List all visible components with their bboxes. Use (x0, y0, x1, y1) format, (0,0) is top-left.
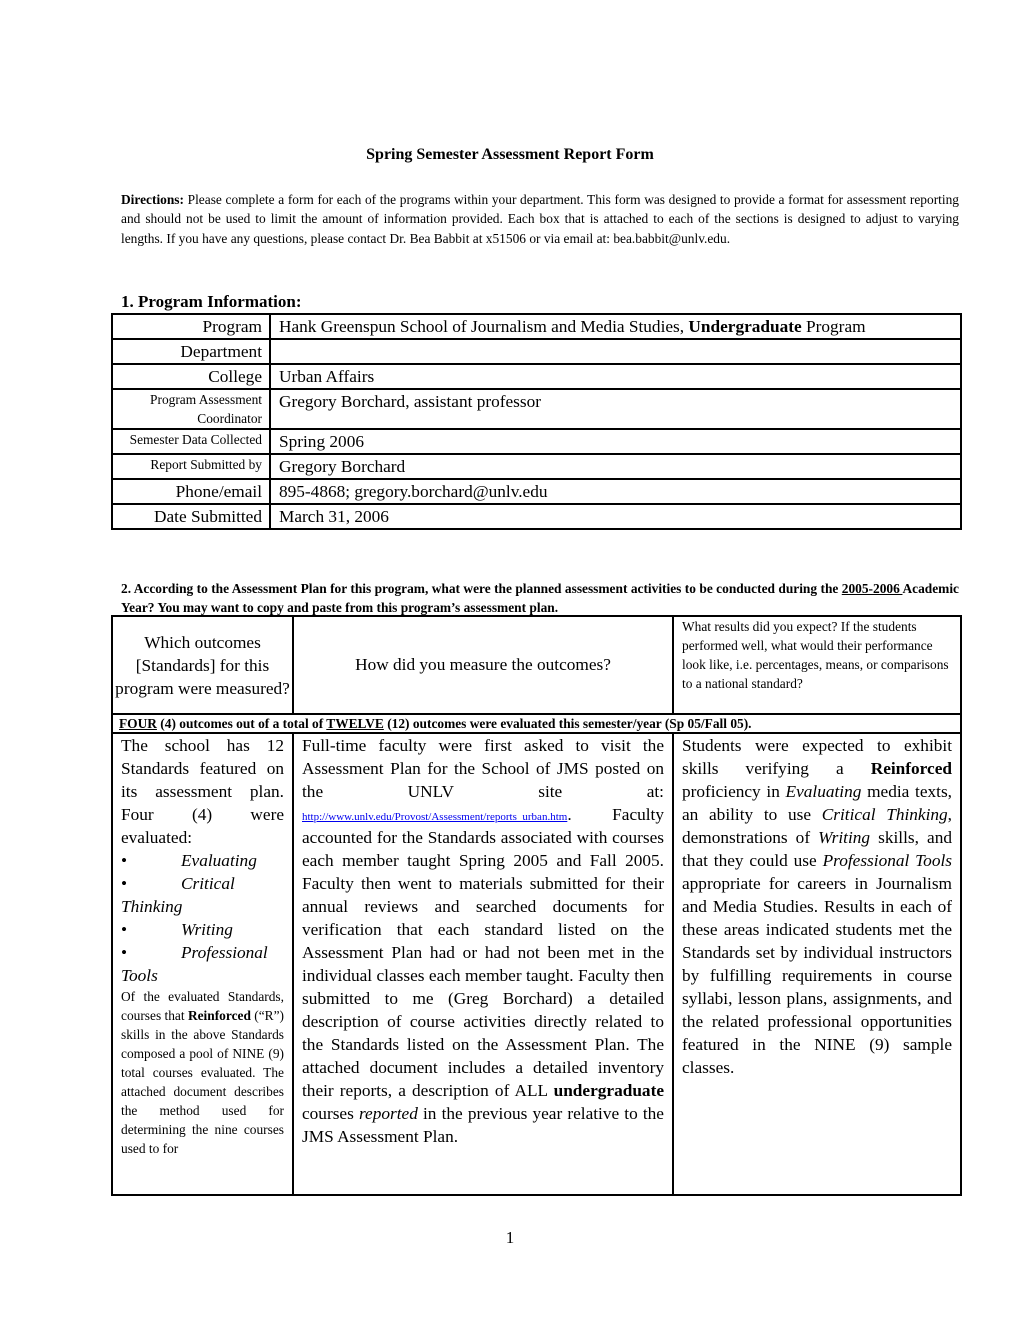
summary-row (112, 714, 961, 733)
section2-heading-text-end: Academic Year? You may want to copy and paste from this program’s assessment plan. (121, 581, 959, 615)
table-row (112, 479, 961, 504)
list-item: • Writing (121, 920, 233, 939)
table-row (112, 454, 961, 479)
measurement-text: Full-time faculty were first asked to visit the Assessment Plan for the School of JMS posted on the UNLV site at: (302, 736, 664, 801)
semester-value: Spring 2006 (270, 429, 961, 454)
reported-emphasis: reported (358, 1104, 418, 1123)
table-row (112, 429, 961, 454)
standards-list (121, 849, 284, 987)
semester-label: Semester Data Collected (112, 429, 270, 454)
submitted-by-label: Report Submitted by (112, 454, 270, 479)
outcomes-cell (112, 733, 293, 1195)
measurement-text-2: . Faculty accounted for the Standards associated with courses each member taught Spring 2005 and Fall 2005. Faculty then went to materials submitted for their annual reviews and searched documents for verification that each standard listed on the Assessment Plan had or had not been met in the individual classes each member taught. Faculty then submitted to me (Greg Borchard) a detailed description of course activities directly related to the Standards listed on the Assessment Plan. The attached document includes a detailed inventory their reports, a description of ALL (302, 805, 664, 1100)
table-row (112, 364, 961, 389)
program-value-suffix: Program (801, 317, 866, 336)
outcomes-note: Of the evaluated Standards, courses that Reinforced (“R”) skills in the above Standards composed a pool of NINE (9) total courses evaluated. The attached document describes the method used for determining the nine courses used to for (121, 989, 284, 1156)
section1-heading: 1. Program Information: (121, 292, 302, 311)
undergraduate-emphasis: undergraduate (553, 1081, 664, 1100)
program-value-text: Hank Greenspun School of Journalism and Media Studies, (279, 317, 689, 336)
outcomes-summary (112, 714, 961, 733)
summary-text-end: (12) outcomes were evaluated this semester/year (Sp 05/Fall 05). (383, 716, 752, 731)
phone-email-value: 895-4868; gregory.borchard@unlv.edu (270, 479, 961, 504)
table-row (112, 733, 961, 1195)
column-header-measure: How did you measure the outcomes? (293, 616, 673, 714)
table-row (112, 339, 961, 364)
measurement-text-3: courses (302, 1104, 359, 1123)
four-count: FOUR (119, 716, 157, 731)
table-row (112, 504, 961, 529)
bullet-icon: • (121, 920, 128, 939)
college-value: Urban Affairs (270, 364, 961, 389)
program-info-table (111, 313, 962, 530)
submitted-by-value: Gregory Borchard (270, 454, 961, 479)
assessment-plan-table (111, 615, 962, 1196)
coordinator-value: Gregory Borchard, assistant professor (270, 389, 961, 429)
program-label: Program (112, 314, 270, 339)
list-item: • Critical Thinking (121, 874, 235, 916)
directions-label: Directions: (121, 192, 184, 207)
academic-year: 2005-2006 (841, 581, 903, 596)
section2-heading-text: 2. According to the Assessment Plan for this program, what were the planned assessment activities to be conducted during the (121, 581, 842, 596)
list-item: • Evaluating (121, 851, 257, 870)
bullet-icon: • (121, 874, 128, 893)
date-submitted-label: Date Submitted (112, 504, 270, 529)
measurement-text-4: in the previous year relative to the JMS Assessment Plan. (302, 1104, 664, 1146)
program-value (270, 314, 961, 339)
page-number: 1 (505, 1228, 515, 1247)
column-header-results: What results did you expect? If the students performed well, what would their performance look like, i.e. percentages, means, or comparisons to a national standard? (673, 616, 961, 714)
table-row (112, 389, 961, 429)
measurement-cell (293, 733, 673, 1195)
coordinator-label: Program Assessment Coordinator (112, 389, 270, 429)
list-item: • Professional Tools (121, 943, 268, 985)
directions-text: Please complete a form for each of the programs within your department. This form was designed to provide a format for assessment reporting and should not be used to limit the amount of information provided. Each box that is attached to each of the sections is designed to adjust to varying lengths. If you have any questions, please contact Dr. Bea Babbit at x51506 or via email at: bea.babbit@unlv.edu. (121, 192, 959, 246)
outcomes-intro: The school has 12 Standards featured on its assessment plan. Four (4) were evaluated: (121, 736, 284, 847)
bullet-icon: • (121, 851, 128, 870)
expected-results-cell: Students were expected to exhibit skills verifying a Reinforced proficiency in Evaluating media texts, an ability to use Critical Thinking, demonstrations of Writing skills, and that they could use Professional Tools appropriate for careers in Journalism and Media Studies. Results in each of these areas indicated students met the Standards set by individual instructors by fulfilling requirements in course syllabi, lesson plans, assignments, and the related professional opportunities featured in the NINE (9) sample classes. (673, 733, 961, 1195)
column-header-outcomes: Which outcomes [Standards] for this program were measured? (112, 616, 293, 714)
department-label: Department (112, 339, 270, 364)
college-label: College (112, 364, 270, 389)
twelve-count: TWELVE (326, 716, 384, 731)
section2-heading (121, 579, 959, 617)
directions-paragraph (121, 190, 959, 248)
bullet-icon: • (121, 943, 128, 962)
date-submitted-value: March 31, 2006 (270, 504, 961, 529)
program-level: Undergraduate (688, 317, 802, 336)
assessment-plan-link[interactable]: http://www.unlv.edu/Provost/Assessment/reports_urban.htm (302, 811, 568, 823)
header-row (112, 616, 961, 714)
department-value (270, 339, 961, 364)
table-row (112, 314, 961, 339)
summary-text: (4) outcomes out of a total of (156, 716, 327, 731)
phone-email-label: Phone/email (112, 479, 270, 504)
page-title: Spring Semester Assessment Report Form (366, 146, 654, 163)
